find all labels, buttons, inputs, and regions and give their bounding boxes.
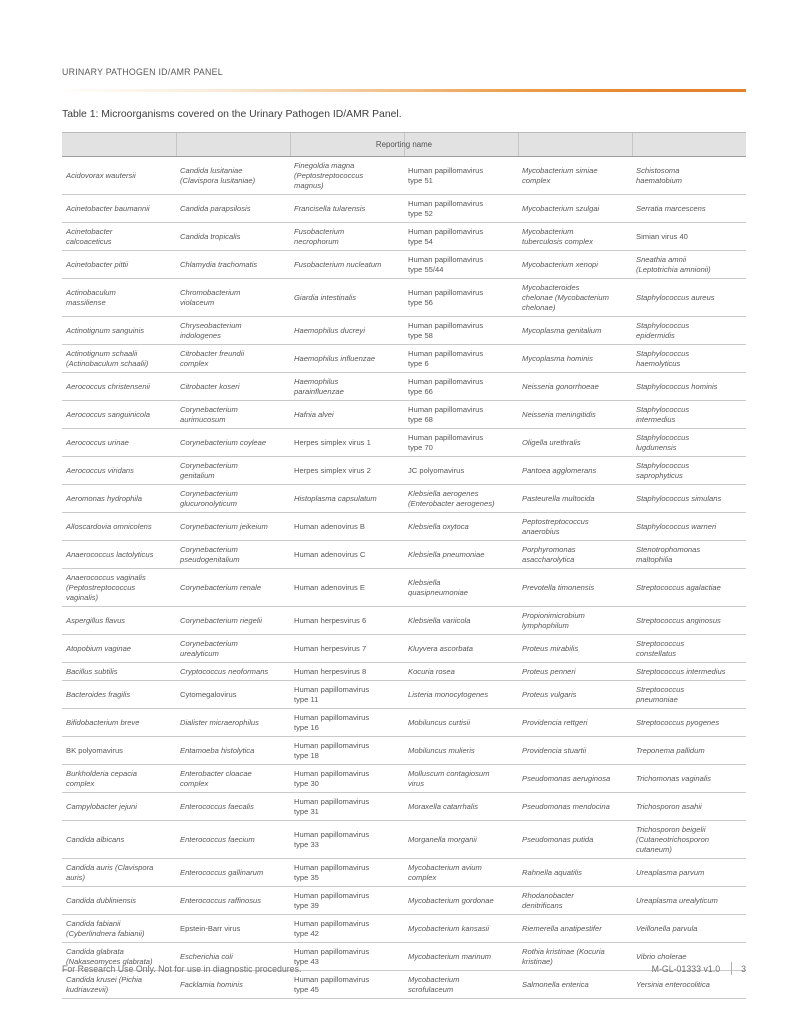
table-row bbox=[62, 157, 746, 195]
organism-cell: Aerococcus viridans bbox=[62, 457, 176, 485]
organism-cell: Mycobacterium avium complex bbox=[404, 859, 518, 887]
organism-cell: Finegoldia magna (Peptostreptococcus magnus) bbox=[290, 157, 404, 195]
organism-cell: Pseudomonas aeruginosa bbox=[518, 765, 632, 793]
organism-cell: Candida dubliniensis bbox=[62, 887, 176, 915]
organism-cell: Sneathia amnii (Leptotrichia amnionii) bbox=[632, 251, 746, 279]
organism-cell: Francisella tularensis bbox=[290, 195, 404, 223]
organism-cell: Entamoeba histolytica bbox=[176, 737, 290, 765]
organism-cell: Human papillomavirus type 30 bbox=[290, 765, 404, 793]
table-row bbox=[62, 429, 746, 457]
organism-cell: Trichosporon asahii bbox=[632, 793, 746, 821]
organism-cell: Citrobacter koseri bbox=[176, 373, 290, 401]
document-header-title: URINARY PATHOGEN ID/AMR PANEL bbox=[62, 67, 223, 77]
organism-cell: Human papillomavirus type 58 bbox=[404, 317, 518, 345]
organism-cell: Dialister micraerophilus bbox=[176, 709, 290, 737]
table-row bbox=[62, 513, 746, 541]
organism-cell: Proteus penneri bbox=[518, 663, 632, 681]
organism-cell: Enterococcus faecalis bbox=[176, 793, 290, 821]
organism-cell: Proteus mirabilis bbox=[518, 635, 632, 663]
organism-cell: Corynebacterium jeikeium bbox=[176, 513, 290, 541]
organism-cell: Pantoea agglomerans bbox=[518, 457, 632, 485]
table-row bbox=[62, 821, 746, 859]
organism-cell: Klebsiella pneumoniae bbox=[404, 541, 518, 569]
organism-cell: Neisseria gonorrhoeae bbox=[518, 373, 632, 401]
table-row bbox=[62, 373, 746, 401]
organism-cell: Streptococcus agalactiae bbox=[632, 569, 746, 607]
organism-cell: Staphylococcus intermedius bbox=[632, 401, 746, 429]
organism-cell: Mycobacterium kansasii bbox=[404, 915, 518, 943]
organism-cell: Aerococcus christensenii bbox=[62, 373, 176, 401]
organism-cell: Ureaplasma urealyticum bbox=[632, 887, 746, 915]
table-row bbox=[62, 737, 746, 765]
organism-cell: JC polyomavirus bbox=[404, 457, 518, 485]
organism-cell: Neisseria meningitidis bbox=[518, 401, 632, 429]
organism-cell: Moraxella catarrhalis bbox=[404, 793, 518, 821]
organism-cell: Klebsiella variicola bbox=[404, 607, 518, 635]
organism-cell: Human herpesvirus 7 bbox=[290, 635, 404, 663]
organism-cell: Anaerococcus lactolyticus bbox=[62, 541, 176, 569]
organism-cell: Rhodanobacter denitrificans bbox=[518, 887, 632, 915]
organism-cell: Human papillomavirus type 52 bbox=[404, 195, 518, 223]
organism-cell: Haemophilus ducreyi bbox=[290, 317, 404, 345]
organism-cell: Human herpesvirus 8 bbox=[290, 663, 404, 681]
organism-cell: Human papillomavirus type 18 bbox=[290, 737, 404, 765]
reporting-name-header: Reporting name bbox=[62, 133, 746, 157]
organism-cell: Human papillomavirus type 43 bbox=[290, 943, 404, 971]
organism-cell: Candida albicans bbox=[62, 821, 176, 859]
organism-cell: Kluyvera ascorbata bbox=[404, 635, 518, 663]
table-row bbox=[62, 915, 746, 943]
organism-cell: Acinetobacter pittii bbox=[62, 251, 176, 279]
organism-cell: Streptococcus anginosus bbox=[632, 607, 746, 635]
organism-cell: Mycobacterium szulgai bbox=[518, 195, 632, 223]
table-row bbox=[62, 345, 746, 373]
organism-cell: Human herpesvirus 6 bbox=[290, 607, 404, 635]
organism-cell: Serratia marcescens bbox=[632, 195, 746, 223]
organism-cell: Campylobacter jejuni bbox=[62, 793, 176, 821]
organism-cell: Trichomonas vaginalis bbox=[632, 765, 746, 793]
table-row bbox=[62, 765, 746, 793]
organism-cell: Porphyromonas asaccharolytica bbox=[518, 541, 632, 569]
organism-cell: Facklamia hominis bbox=[176, 971, 290, 999]
organism-cell: Bacillus subtilis bbox=[62, 663, 176, 681]
organism-cell: Prevotella timonensis bbox=[518, 569, 632, 607]
organism-cell: Kocuria rosea bbox=[404, 663, 518, 681]
organism-cell: Corynebacterium urealyticum bbox=[176, 635, 290, 663]
organism-cell: Morganella morganii bbox=[404, 821, 518, 859]
organism-cell: Human papillomavirus type 55/44 bbox=[404, 251, 518, 279]
organism-cell: Streptococcus pneumoniae bbox=[632, 681, 746, 709]
organism-cell: Proteus vulgaris bbox=[518, 681, 632, 709]
organism-cell: Human papillomavirus type 45 bbox=[290, 971, 404, 999]
organism-cell: Stenotrophomonas maltophilia bbox=[632, 541, 746, 569]
organism-cell: Enterococcus raffinosus bbox=[176, 887, 290, 915]
organism-cell: Candida glabrata (Nakaseomyces glabrata) bbox=[62, 943, 176, 971]
organism-cell: Hafnia alvei bbox=[290, 401, 404, 429]
organism-cell: Human papillomavirus type 33 bbox=[290, 821, 404, 859]
organism-cell: Pseudomonas putida bbox=[518, 821, 632, 859]
table-row bbox=[62, 317, 746, 345]
organism-cell: Staphylococcus hominis bbox=[632, 373, 746, 401]
organism-cell: Listeria monocytogenes bbox=[404, 681, 518, 709]
table-row bbox=[62, 485, 746, 513]
table-row bbox=[62, 251, 746, 279]
organism-cell: Human papillomavirus type 70 bbox=[404, 429, 518, 457]
organism-cell: Human papillomavirus type 56 bbox=[404, 279, 518, 317]
organism-cell: Mycobacterium simiae complex bbox=[518, 157, 632, 195]
organism-cell: Providencia stuartii bbox=[518, 737, 632, 765]
organism-cell: Fusobacterium nucleatum bbox=[290, 251, 404, 279]
organism-cell: Candida krusei (Pichia kudriavzevii) bbox=[62, 971, 176, 999]
organism-cell: Riemerella anatipestifer bbox=[518, 915, 632, 943]
organism-cell: Propionimicrobium lymphophilum bbox=[518, 607, 632, 635]
organism-cell: Actinotignum sanguinis bbox=[62, 317, 176, 345]
organism-cell: Corynebacterium aurimucosum bbox=[176, 401, 290, 429]
organism-cell: Mycobacterium tuberculosis complex bbox=[518, 223, 632, 251]
organism-cell: Candida parapsilosis bbox=[176, 195, 290, 223]
footer-divider bbox=[731, 962, 732, 975]
organism-cell: Chlamydia trachomatis bbox=[176, 251, 290, 279]
organism-cell: Mycobacterium scrofulaceum bbox=[404, 971, 518, 999]
organism-cell: Giardia intestinalis bbox=[290, 279, 404, 317]
organism-cell: Klebsiella aerogenes (Enterobacter aerogenes) bbox=[404, 485, 518, 513]
organism-cell: Corynebacterium glucuronolyticum bbox=[176, 485, 290, 513]
organism-cell: Human adenovirus B bbox=[290, 513, 404, 541]
organism-cell: Veillonella parvula bbox=[632, 915, 746, 943]
page-footer bbox=[62, 962, 746, 975]
organism-cell: Aerococcus urinae bbox=[62, 429, 176, 457]
organism-cell: Mycoplasma genitalium bbox=[518, 317, 632, 345]
organism-cell: Aeromonas hydrophila bbox=[62, 485, 176, 513]
table-row bbox=[62, 607, 746, 635]
footer-right-block bbox=[652, 962, 746, 975]
organism-cell: Streptococcus intermedius bbox=[632, 663, 746, 681]
table-row bbox=[62, 793, 746, 821]
organism-cell: Staphylococcus haemolyticus bbox=[632, 345, 746, 373]
organism-cell: Human papillomavirus type 54 bbox=[404, 223, 518, 251]
organism-cell: Klebsiella quasipneumoniae bbox=[404, 569, 518, 607]
organism-cell: Klebsiella oxytoca bbox=[404, 513, 518, 541]
organism-cell: Corynebacterium pseudogenitalium bbox=[176, 541, 290, 569]
organism-cell: Human papillomavirus type 39 bbox=[290, 887, 404, 915]
organism-cell: Histoplasma capsulatum bbox=[290, 485, 404, 513]
organism-cell: Human papillomavirus type 51 bbox=[404, 157, 518, 195]
organism-cell: Candida fabianii (Cyberlindnera fabianii) bbox=[62, 915, 176, 943]
table-row bbox=[62, 195, 746, 223]
organism-cell: Bifidobacterium breve bbox=[62, 709, 176, 737]
organism-cell: Simian virus 40 bbox=[632, 223, 746, 251]
table-row bbox=[62, 663, 746, 681]
organism-cell: Cryptococcus neoformans bbox=[176, 663, 290, 681]
organism-cell: Mycobacterium xenopi bbox=[518, 251, 632, 279]
organism-cell: Aspergillus flavus bbox=[62, 607, 176, 635]
organism-cell: Human papillomavirus type 42 bbox=[290, 915, 404, 943]
organism-cell: Acinetobacter baumannii bbox=[62, 195, 176, 223]
accent-divider bbox=[62, 89, 746, 92]
organism-cell: Salmonella enterica bbox=[518, 971, 632, 999]
organism-table bbox=[62, 132, 746, 999]
organism-cell: Staphylococcus aureus bbox=[632, 279, 746, 317]
organism-cell: Staphylococcus simulans bbox=[632, 485, 746, 513]
table-header-row bbox=[62, 133, 746, 157]
table-row bbox=[62, 401, 746, 429]
organism-cell: Schistosoma haematobium bbox=[632, 157, 746, 195]
organism-cell: Burkholderia cepacia complex bbox=[62, 765, 176, 793]
organism-cell: Acinetobacter calcoaceticus bbox=[62, 223, 176, 251]
organism-cell: Haemophilus parainfluenzae bbox=[290, 373, 404, 401]
organism-cell: Human papillomavirus type 6 bbox=[404, 345, 518, 373]
table-row bbox=[62, 279, 746, 317]
organism-cell: Corynebacterium genitalium bbox=[176, 457, 290, 485]
table-caption: Table 1: Microorganisms covered on the Urinary Pathogen ID/AMR Panel. bbox=[62, 109, 402, 120]
organism-cell: Epstein-Barr virus bbox=[176, 915, 290, 943]
organism-cell: Enterobacter cloacae complex bbox=[176, 765, 290, 793]
organism-cell: Candida lusitaniae (Clavispora lusitaniae) bbox=[176, 157, 290, 195]
organism-cell: Chryseobacterium indologenes bbox=[176, 317, 290, 345]
footer-doc-number: M-GL-01333 v1.0 bbox=[651, 963, 721, 974]
organism-cell: Mobiluncus mulieris bbox=[404, 737, 518, 765]
footer-page-number: 3 bbox=[741, 963, 746, 974]
organism-cell: Haemophilus influenzae bbox=[290, 345, 404, 373]
organism-cell: Trichosporon beigelii (Cutaneotrichosporon cutaneum) bbox=[632, 821, 746, 859]
organism-table-body bbox=[62, 157, 746, 999]
organism-cell: Actinobaculum massiliense bbox=[62, 279, 176, 317]
organism-cell: Citrobacter freundii complex bbox=[176, 345, 290, 373]
organism-cell: Herpes simplex virus 1 bbox=[290, 429, 404, 457]
organism-cell: Vibrio cholerae bbox=[632, 943, 746, 971]
organism-cell: Escherichia coli bbox=[176, 943, 290, 971]
organism-cell: Human papillomavirus type 31 bbox=[290, 793, 404, 821]
organism-cell: Human papillomavirus type 68 bbox=[404, 401, 518, 429]
table-row bbox=[62, 569, 746, 607]
table-row bbox=[62, 709, 746, 737]
organism-cell: Oligella urethralis bbox=[518, 429, 632, 457]
organism-cell: Cytomegalovirus bbox=[176, 681, 290, 709]
organism-cell: Human papillomavirus type 11 bbox=[290, 681, 404, 709]
organism-cell: Staphylococcus saprophyticus bbox=[632, 457, 746, 485]
organism-cell: Human papillomavirus type 66 bbox=[404, 373, 518, 401]
organism-cell: Enterococcus faecium bbox=[176, 821, 290, 859]
organism-cell: Streptococcus pyogenes bbox=[632, 709, 746, 737]
organism-cell: Peptostreptococcus anaerobius bbox=[518, 513, 632, 541]
organism-cell: Staphylococcus lugdunensis bbox=[632, 429, 746, 457]
organism-cell: Herpes simplex virus 2 bbox=[290, 457, 404, 485]
organism-cell: Yersinia enterocolitica bbox=[632, 971, 746, 999]
organism-cell: Mycobacterium marinum bbox=[404, 943, 518, 971]
table-row bbox=[62, 457, 746, 485]
organism-cell: Human papillomavirus type 16 bbox=[290, 709, 404, 737]
organism-cell: Human adenovirus E bbox=[290, 569, 404, 607]
organism-cell: Rothia kristinae (Kocuria kristinae) bbox=[518, 943, 632, 971]
organism-cell: Molluscum contagiosum virus bbox=[404, 765, 518, 793]
organism-cell: Staphylococcus warneri bbox=[632, 513, 746, 541]
footer-disclaimer: For Research Use Only. Not for use in diagnostic procedures. bbox=[62, 963, 302, 974]
organism-cell: Candida tropicalis bbox=[176, 223, 290, 251]
organism-cell: Streptococcus constellatus bbox=[632, 635, 746, 663]
organism-cell: Corynebacterium coyleae bbox=[176, 429, 290, 457]
organism-cell: Candida auris (Clavispora auris) bbox=[62, 859, 176, 887]
organism-cell: Corynebacterium riegelii bbox=[176, 607, 290, 635]
organism-cell: Fusobacterium necrophorum bbox=[290, 223, 404, 251]
organism-cell: Bacteroides fragilis bbox=[62, 681, 176, 709]
table-row bbox=[62, 541, 746, 569]
document-page bbox=[62, 0, 746, 1024]
table-row bbox=[62, 887, 746, 915]
organism-cell: Alloscardovia omnicolens bbox=[62, 513, 176, 541]
organism-cell: Atopobium vaginae bbox=[62, 635, 176, 663]
organism-cell: Acidovorax wautersii bbox=[62, 157, 176, 195]
organism-cell: Actinotignum schaalii (Actinobaculum schaalii) bbox=[62, 345, 176, 373]
organism-cell: Anaerococcus vaginalis (Peptostreptococcus vaginalis) bbox=[62, 569, 176, 607]
organism-cell: Chromobacterium violaceum bbox=[176, 279, 290, 317]
organism-cell: Human adenovirus C bbox=[290, 541, 404, 569]
organism-cell: Aerococcus sanguinicola bbox=[62, 401, 176, 429]
organism-cell: Ureaplasma parvum bbox=[632, 859, 746, 887]
table-row bbox=[62, 223, 746, 251]
organism-cell: Providencia rettgeri bbox=[518, 709, 632, 737]
organism-cell: Rahnella aquatilis bbox=[518, 859, 632, 887]
organism-cell: Enterococcus gallinarum bbox=[176, 859, 290, 887]
organism-cell: Mycobacterium gordonae bbox=[404, 887, 518, 915]
table-row bbox=[62, 859, 746, 887]
table-row bbox=[62, 681, 746, 709]
organism-cell: Pseudomonas mendocina bbox=[518, 793, 632, 821]
organism-cell: Human papillomavirus type 35 bbox=[290, 859, 404, 887]
organism-cell: Mycoplasma hominis bbox=[518, 345, 632, 373]
organism-cell: Mycobacteroides chelonae (Mycobacterium chelonae) bbox=[518, 279, 632, 317]
organism-cell: Pasteurella multocida bbox=[518, 485, 632, 513]
organism-cell: BK polyomavirus bbox=[62, 737, 176, 765]
table-row bbox=[62, 635, 746, 663]
organism-cell: Staphylococcus epidermidis bbox=[632, 317, 746, 345]
organism-cell: Corynebacterium renale bbox=[176, 569, 290, 607]
organism-cell: Treponema pallidum bbox=[632, 737, 746, 765]
organism-cell: Mobiluncus curtisii bbox=[404, 709, 518, 737]
